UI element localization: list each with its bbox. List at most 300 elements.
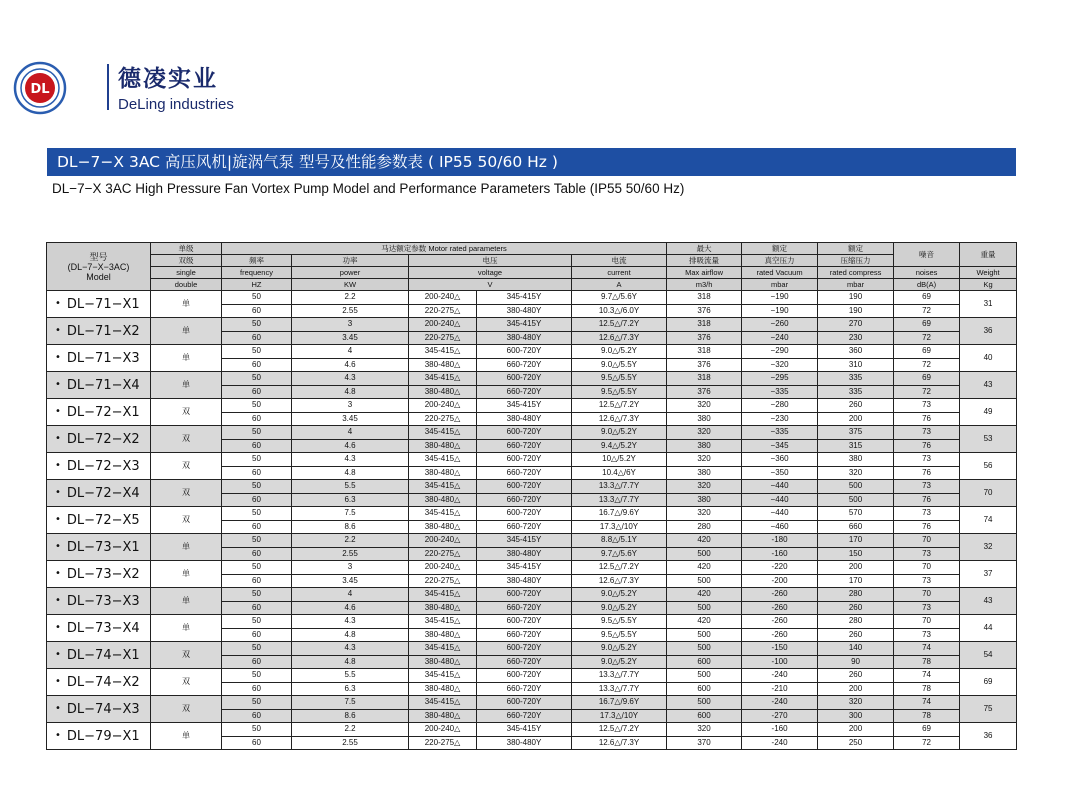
- weight-cell: 75: [960, 696, 1017, 723]
- model-name: DL−73−X1: [66, 539, 140, 555]
- table-cell: 60: [222, 493, 292, 507]
- table-cell: −190: [742, 304, 818, 318]
- table-cell: 200: [818, 723, 894, 737]
- table-cell: 72: [894, 331, 960, 345]
- table-cell: 8.8△/5.1Y: [572, 534, 667, 548]
- table-cell: 5.5: [292, 669, 409, 683]
- table-cell: 600-720Y: [477, 642, 572, 656]
- table-cell: 4.8: [292, 466, 409, 480]
- weight-cell: 74: [960, 507, 1017, 534]
- table-cell: 320: [667, 426, 742, 440]
- table-cell: 60: [222, 628, 292, 642]
- table-cell: 50: [222, 345, 292, 359]
- table-cell: 73: [894, 601, 960, 615]
- table-cell: 50: [222, 534, 292, 548]
- table-cell: 50: [222, 291, 292, 305]
- table-cell: 9.0△/5.5Y: [572, 358, 667, 372]
- table-cell: 380: [667, 439, 742, 453]
- table-cell: 50: [222, 561, 292, 575]
- table-cell: 74: [894, 696, 960, 710]
- model-name: DL−72−X5: [66, 512, 140, 528]
- page-subtitle: DL−7−X 3AC High Pressure Fan Vortex Pump Model and Performance Parameters Table (IP55 50/60 Hz): [52, 181, 685, 196]
- table-cell: 500: [818, 493, 894, 507]
- table-cell: -240: [742, 736, 818, 750]
- table-cell: 60: [222, 304, 292, 318]
- table-cell: 190: [818, 291, 894, 305]
- table-cell: 320: [667, 480, 742, 494]
- stage-cell: 双: [151, 480, 222, 507]
- stage-cell: 单: [151, 291, 222, 318]
- table-cell: 74: [894, 669, 960, 683]
- bullet-icon: •: [55, 729, 61, 741]
- table-cell: 4.3: [292, 372, 409, 386]
- table-cell: 60: [222, 412, 292, 426]
- table-row: [47, 534, 1017, 548]
- header-voltage-cn: 电压: [409, 255, 572, 267]
- header-vacuum-cn2: 真空压力: [742, 255, 818, 267]
- bullet-icon: •: [55, 621, 61, 633]
- table-cell: 380-480△: [409, 466, 477, 480]
- table-cell: 6.3: [292, 682, 409, 696]
- table-cell: 9.5△/5.5Y: [572, 372, 667, 386]
- table-cell: 320: [667, 723, 742, 737]
- table-row: [47, 426, 1017, 440]
- table-cell: 370: [667, 736, 742, 750]
- header-airflow-cn2: 排吸流量: [667, 255, 742, 267]
- table-cell: 260: [818, 669, 894, 683]
- table-cell: 600: [667, 655, 742, 669]
- table-cell: 3: [292, 318, 409, 332]
- table-cell: 69: [894, 318, 960, 332]
- header-weight-cn: 重量: [960, 243, 1017, 267]
- table-cell: 380-480Y: [477, 304, 572, 318]
- table-cell: 335: [818, 385, 894, 399]
- weight-cell: 43: [960, 588, 1017, 615]
- table-cell: 73: [894, 480, 960, 494]
- table-row: [47, 318, 1017, 332]
- bullet-icon: •: [55, 459, 61, 471]
- table-cell: 280: [667, 520, 742, 534]
- table-cell: 12.5△/7.2Y: [572, 723, 667, 737]
- header-voltage-en: voltage: [409, 267, 572, 279]
- bullet-icon: •: [55, 594, 61, 606]
- table-cell: 260: [818, 628, 894, 642]
- table-cell: 345-415Y: [477, 318, 572, 332]
- table-cell: 320: [667, 453, 742, 467]
- bullet-icon: •: [55, 324, 61, 336]
- table-cell: −295: [742, 372, 818, 386]
- table-cell: 60: [222, 655, 292, 669]
- table-cell: 9.5△/5.5Y: [572, 615, 667, 629]
- table-cell: -100: [742, 655, 818, 669]
- table-cell: 420: [667, 615, 742, 629]
- stage-cell: 单: [151, 372, 222, 399]
- table-cell: 660-720Y: [477, 682, 572, 696]
- weight-cell: 32: [960, 534, 1017, 561]
- table-cell: −440: [742, 493, 818, 507]
- table-cell: 420: [667, 588, 742, 602]
- table-cell: 150: [818, 547, 894, 561]
- table-cell: 78: [894, 709, 960, 723]
- table-cell: −460: [742, 520, 818, 534]
- table-cell: 376: [667, 358, 742, 372]
- table-cell: 500: [667, 601, 742, 615]
- table-cell: 50: [222, 507, 292, 521]
- bullet-icon: •: [55, 648, 61, 660]
- table-cell: 170: [818, 534, 894, 548]
- table-cell: 660-720Y: [477, 520, 572, 534]
- header-vacuum-unit: mbar: [742, 279, 818, 291]
- table-cell: 345-415Y: [477, 534, 572, 548]
- model-name: DL−71−X4: [66, 377, 140, 393]
- table-cell: 7.5: [292, 696, 409, 710]
- table-cell: −335: [742, 385, 818, 399]
- table-cell: −290: [742, 345, 818, 359]
- table-cell: 660-720Y: [477, 493, 572, 507]
- bullet-icon: •: [55, 513, 61, 525]
- table-cell: 600-720Y: [477, 507, 572, 521]
- table-cell: 12.6△/7.3Y: [572, 736, 667, 750]
- table-header: [47, 243, 1017, 291]
- table-cell: 345-415△: [409, 507, 477, 521]
- table-cell: 73: [894, 507, 960, 521]
- table-row: [47, 399, 1017, 413]
- table-cell: 60: [222, 439, 292, 453]
- table-cell: 140: [818, 642, 894, 656]
- header-vacuum-cn1: 额定: [742, 243, 818, 255]
- table-cell: 73: [894, 547, 960, 561]
- model-cell: [47, 696, 151, 723]
- stage-cell: 单: [151, 345, 222, 372]
- table-cell: 200-240△: [409, 291, 477, 305]
- table-cell: 380-480△: [409, 520, 477, 534]
- bullet-icon: •: [55, 351, 61, 363]
- table-row: [47, 453, 1017, 467]
- table-cell: 660-720Y: [477, 709, 572, 723]
- table-cell: 60: [222, 466, 292, 480]
- table-cell: 70: [894, 534, 960, 548]
- table-cell: 76: [894, 520, 960, 534]
- table-cell: 380: [667, 412, 742, 426]
- table-row: [47, 507, 1017, 521]
- table-cell: 380-480△: [409, 682, 477, 696]
- table-row: [47, 669, 1017, 683]
- table-cell: 660-720Y: [477, 466, 572, 480]
- header-compress-cn1: 额定: [818, 243, 894, 255]
- table-cell: 9.0△/5.2Y: [572, 426, 667, 440]
- table-cell: 9.0△/5.2Y: [572, 588, 667, 602]
- table-cell: 9.4△/5.2Y: [572, 439, 667, 453]
- table-cell: 318: [667, 345, 742, 359]
- model-cell: [47, 669, 151, 696]
- table-cell: 3.45: [292, 331, 409, 345]
- table-cell: 13.3△/7.7Y: [572, 480, 667, 494]
- weight-cell: 53: [960, 426, 1017, 453]
- table-cell: 320: [667, 399, 742, 413]
- table-cell: 345-415△: [409, 696, 477, 710]
- table-cell: 70: [894, 615, 960, 629]
- table-cell: 69: [894, 372, 960, 386]
- table-cell: 8.6: [292, 520, 409, 534]
- table-cell: 380: [818, 453, 894, 467]
- table-row: [47, 723, 1017, 737]
- model-name: DL−73−X4: [66, 620, 140, 636]
- model-cell: [47, 723, 151, 750]
- table-cell: -260: [742, 615, 818, 629]
- table-cell: 2.55: [292, 547, 409, 561]
- table-cell: 220-275△: [409, 304, 477, 318]
- table-cell: 16.7△/9.6Y: [572, 696, 667, 710]
- table-cell: 9.0△/5.2Y: [572, 655, 667, 669]
- header-compress-en: rated compress: [818, 267, 894, 279]
- table-cell: 600-720Y: [477, 615, 572, 629]
- table-cell: 50: [222, 426, 292, 440]
- table-cell: -210: [742, 682, 818, 696]
- table-row: [47, 291, 1017, 305]
- model-name: DL−72−X1: [66, 404, 140, 420]
- table-cell: 200: [818, 561, 894, 575]
- weight-cell: 43: [960, 372, 1017, 399]
- model-name: DL−73−X2: [66, 566, 140, 582]
- header-power-cn: 功率: [292, 255, 409, 267]
- table-cell: 270: [818, 318, 894, 332]
- table-cell: 12.6△/7.3Y: [572, 331, 667, 345]
- model-cell: [47, 426, 151, 453]
- model-cell: [47, 507, 151, 534]
- table-cell: 380-480Y: [477, 574, 572, 588]
- table-cell: 500: [667, 574, 742, 588]
- table-cell: 660: [818, 520, 894, 534]
- table-cell: 10.4△/6Y: [572, 466, 667, 480]
- header-weight-unit: Kg: [960, 279, 1017, 291]
- header-compress-unit: mbar: [818, 279, 894, 291]
- table-cell: 660-720Y: [477, 628, 572, 642]
- table-cell: 600-720Y: [477, 345, 572, 359]
- table-cell: 600-720Y: [477, 588, 572, 602]
- table-cell: -240: [742, 669, 818, 683]
- header-frequency-cn: 频率: [222, 255, 292, 267]
- table-cell: 60: [222, 709, 292, 723]
- table-cell: 69: [894, 723, 960, 737]
- weight-cell: 40: [960, 345, 1017, 372]
- stage-cell: 单: [151, 318, 222, 345]
- weight-cell: 49: [960, 399, 1017, 426]
- table-cell: 10.3△/6.0Y: [572, 304, 667, 318]
- table-cell: 250: [818, 736, 894, 750]
- table-cell: 8.6: [292, 709, 409, 723]
- table-cell: 10△/5.2Y: [572, 453, 667, 467]
- table-cell: 76: [894, 493, 960, 507]
- table-cell: 200-240△: [409, 561, 477, 575]
- bullet-icon: •: [55, 405, 61, 417]
- model-cell: [47, 453, 151, 480]
- table-cell: 315: [818, 439, 894, 453]
- table-cell: 3.45: [292, 574, 409, 588]
- table-cell: 380-480△: [409, 628, 477, 642]
- header-current-cn: 电流: [572, 255, 667, 267]
- table-cell: 4.8: [292, 385, 409, 399]
- header-current-en: current: [572, 267, 667, 279]
- table-cell: 12.5△/7.2Y: [572, 561, 667, 575]
- model-cell: [47, 318, 151, 345]
- table-cell: −335: [742, 426, 818, 440]
- table-cell: 5.5: [292, 480, 409, 494]
- table-cell: 660-720Y: [477, 655, 572, 669]
- table-cell: 600-720Y: [477, 453, 572, 467]
- header-phase-single-cn: 单级: [151, 243, 222, 255]
- model-name: DL−73−X3: [66, 593, 140, 609]
- table-cell: 300: [818, 709, 894, 723]
- table-cell: 420: [667, 534, 742, 548]
- table-cell: 78: [894, 682, 960, 696]
- table-cell: 4.3: [292, 642, 409, 656]
- table-cell: 4.3: [292, 615, 409, 629]
- stage-cell: 双: [151, 426, 222, 453]
- table-cell: 380-480△: [409, 601, 477, 615]
- model-name: DL−72−X2: [66, 431, 140, 447]
- table-cell: −230: [742, 412, 818, 426]
- bullet-icon: •: [55, 432, 61, 444]
- table-cell: 420: [667, 561, 742, 575]
- table-cell: 50: [222, 453, 292, 467]
- table-cell: −190: [742, 291, 818, 305]
- weight-cell: 56: [960, 453, 1017, 480]
- stage-cell: 双: [151, 642, 222, 669]
- table-cell: 345-415△: [409, 615, 477, 629]
- table-cell: 380: [667, 466, 742, 480]
- table-cell: 345-415△: [409, 426, 477, 440]
- table-cell: 50: [222, 696, 292, 710]
- table-cell: 345-415Y: [477, 561, 572, 575]
- header-motor-params: 马达额定参数 Motor rated parameters: [222, 243, 667, 255]
- table-cell: 380-480Y: [477, 736, 572, 750]
- weight-cell: 37: [960, 561, 1017, 588]
- table-cell: 69: [894, 345, 960, 359]
- table-cell: 660-720Y: [477, 601, 572, 615]
- table-cell: 2.55: [292, 304, 409, 318]
- table-cell: 90: [818, 655, 894, 669]
- table-cell: 72: [894, 358, 960, 372]
- table-cell: 318: [667, 372, 742, 386]
- model-cell: [47, 372, 151, 399]
- company-name-cn: 德凌实业: [118, 66, 218, 92]
- table-cell: 345-415△: [409, 588, 477, 602]
- table-cell: 78: [894, 655, 960, 669]
- header-airflow-unit: m3/h: [667, 279, 742, 291]
- table-cell: 3: [292, 561, 409, 575]
- table-cell: 4: [292, 345, 409, 359]
- table-cell: 200-240△: [409, 534, 477, 548]
- header-frequency-en: frequency: [222, 267, 292, 279]
- table-cell: 318: [667, 291, 742, 305]
- table-cell: −350: [742, 466, 818, 480]
- table-cell: 70: [894, 561, 960, 575]
- table-cell: 50: [222, 615, 292, 629]
- table-row: [47, 696, 1017, 710]
- table-cell: 345-415△: [409, 345, 477, 359]
- weight-cell: 69: [960, 669, 1017, 696]
- header-phase-double-en: double: [151, 279, 222, 291]
- table-cell: 9.5△/5.5Y: [572, 628, 667, 642]
- table-cell: 12.6△/7.3Y: [572, 412, 667, 426]
- table-cell: 376: [667, 304, 742, 318]
- table-cell: 380: [667, 493, 742, 507]
- table-cell: 220-275△: [409, 574, 477, 588]
- table-cell: 380-480△: [409, 385, 477, 399]
- table-cell: −280: [742, 399, 818, 413]
- table-cell: 50: [222, 372, 292, 386]
- table-cell: 17.3△/10Y: [572, 709, 667, 723]
- table-cell: 50: [222, 318, 292, 332]
- table-cell: 9.7△/5.6Y: [572, 291, 667, 305]
- weight-cell: 31: [960, 291, 1017, 318]
- table-cell: 12.5△/7.2Y: [572, 318, 667, 332]
- stage-cell: 双: [151, 399, 222, 426]
- table-cell: 200: [818, 412, 894, 426]
- table-cell: 320: [818, 696, 894, 710]
- table-cell: 4.8: [292, 628, 409, 642]
- table-cell: 380-480△: [409, 358, 477, 372]
- table-cell: 50: [222, 669, 292, 683]
- table-cell: 500: [667, 547, 742, 561]
- table-cell: 660-720Y: [477, 385, 572, 399]
- table-cell: 60: [222, 736, 292, 750]
- table-cell: 76: [894, 439, 960, 453]
- table-cell: 60: [222, 682, 292, 696]
- stage-cell: 双: [151, 696, 222, 723]
- bullet-icon: •: [55, 675, 61, 687]
- table-cell: 600: [667, 682, 742, 696]
- table-cell: 380-480△: [409, 655, 477, 669]
- table-cell: 2.55: [292, 736, 409, 750]
- table-cell: 660-720Y: [477, 358, 572, 372]
- table-cell: 16.7△/9.6Y: [572, 507, 667, 521]
- bullet-icon: •: [55, 486, 61, 498]
- table-cell: 76: [894, 466, 960, 480]
- table-cell: 60: [222, 601, 292, 615]
- model-name: DL−74−X3: [66, 701, 140, 717]
- header-vacuum-en: rated Vacuum: [742, 267, 818, 279]
- table-cell: 3.45: [292, 412, 409, 426]
- table-row: [47, 372, 1017, 386]
- stage-cell: 双: [151, 507, 222, 534]
- table-cell: 73: [894, 628, 960, 642]
- table-cell: 74: [894, 642, 960, 656]
- table-cell: 345-415△: [409, 642, 477, 656]
- header-airflow-cn1: 最大: [667, 243, 742, 255]
- table-cell: 60: [222, 385, 292, 399]
- table-cell: 13.3△/7.7Y: [572, 682, 667, 696]
- table-cell: -260: [742, 601, 818, 615]
- table-cell: 376: [667, 385, 742, 399]
- model-cell: [47, 291, 151, 318]
- stage-cell: 单: [151, 723, 222, 750]
- table-cell: 345-415△: [409, 453, 477, 467]
- table-cell: 380-480Y: [477, 412, 572, 426]
- table-cell: -260: [742, 628, 818, 642]
- table-cell: 3: [292, 399, 409, 413]
- table-cell: 7.5: [292, 507, 409, 521]
- table-cell: 4.6: [292, 601, 409, 615]
- table-cell: 376: [667, 331, 742, 345]
- table-cell: 60: [222, 358, 292, 372]
- table-cell: −440: [742, 480, 818, 494]
- stage-cell: 单: [151, 534, 222, 561]
- model-cell: [47, 480, 151, 507]
- model-name: DL−74−X1: [66, 647, 140, 663]
- header-power-unit: KW: [292, 279, 409, 291]
- page-title: DL−7−X 3AC 高压风机|旋涡气泵 型号及性能参数表 ( IP55 50/60 Hz ): [47, 148, 1016, 176]
